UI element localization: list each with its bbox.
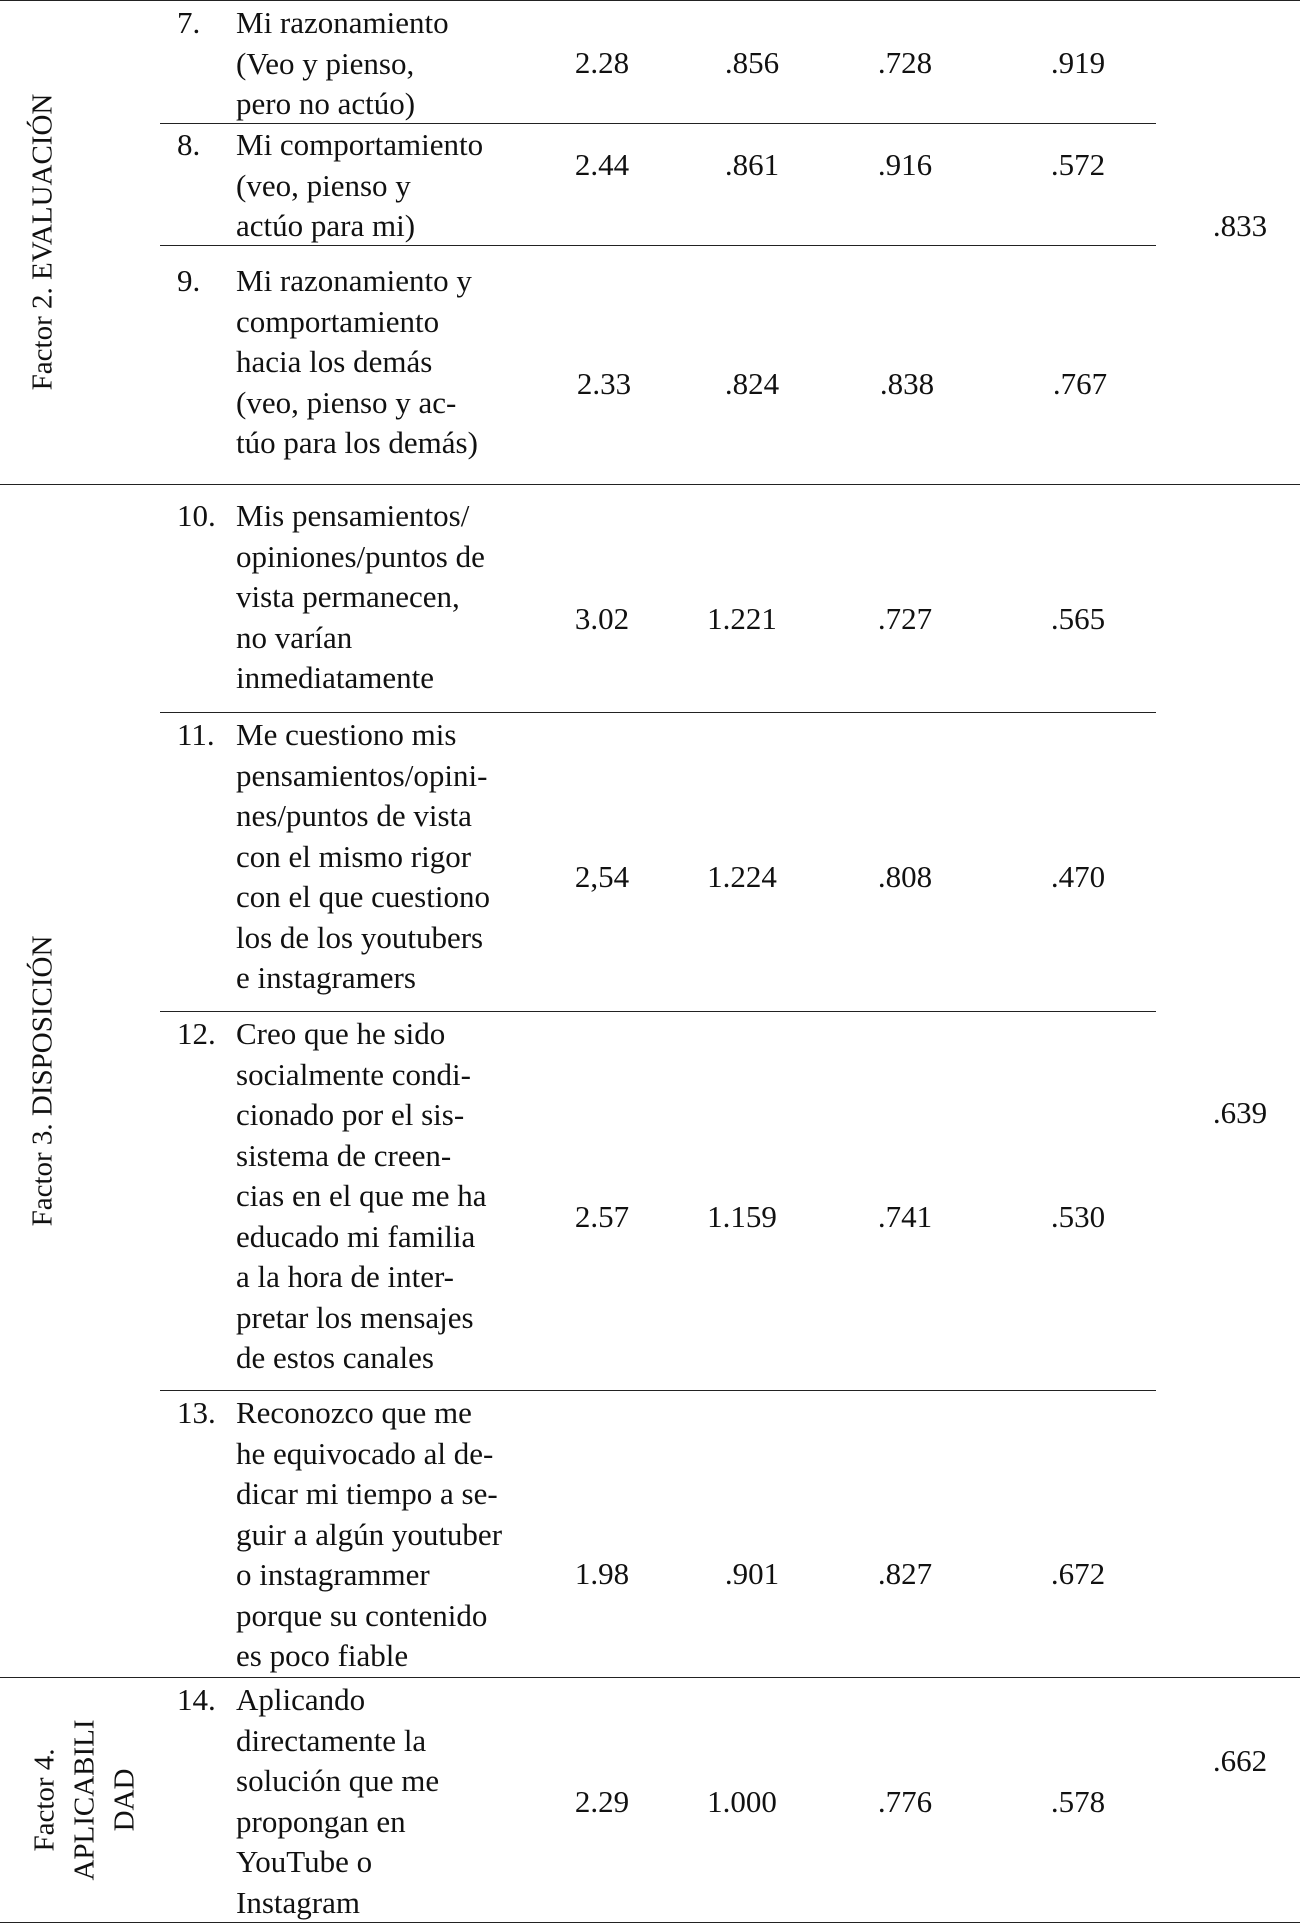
item-text-line: cionado por el sis- — [236, 1097, 465, 1132]
item-text-line: (veo, pienso y — [236, 167, 411, 203]
value-mean: 2.28 — [574, 45, 630, 80]
factor-2-label-text: Factor 2. EVALUACIÓN — [26, 93, 58, 391]
factor-4-label-line: Factor 4. — [29, 1747, 62, 1852]
factor-3-label — [22, 484, 62, 1677]
item-text — [236, 1393, 546, 1677]
item-text-line: guir a algún youtuber — [236, 1516, 503, 1552]
rule-item11-12 — [160, 1011, 1156, 1012]
item-text-line: Reconozco que me — [236, 1395, 472, 1430]
factor-4-label-line: APLICABILI — [69, 1718, 102, 1881]
rule-top — [0, 0, 1300, 1]
rule-bottom — [0, 1922, 1300, 1923]
value-sd: 1.221 — [707, 601, 777, 636]
item-text-line: dicar mi tiempo a se- — [236, 1476, 498, 1511]
value-communality: .919 — [1050, 45, 1106, 80]
value-sd: .861 — [724, 147, 780, 182]
item-text-line: Mi comportamiento — [236, 127, 484, 162]
item-text-line: educado mi familia — [236, 1218, 476, 1254]
item-text — [236, 496, 546, 699]
item-text — [236, 261, 546, 464]
value-communality: .565 — [1050, 601, 1106, 636]
value-communality: .572 — [1050, 147, 1106, 182]
value-mean: 2.33 — [576, 366, 632, 401]
value-loading: .776 — [877, 1784, 933, 1819]
factor-4-label-text — [25, 1719, 145, 1880]
value-mean: 2.44 — [574, 147, 630, 182]
rule-factor2-3 — [0, 484, 1300, 485]
item-text-line: Mi razonamiento — [236, 5, 449, 40]
value-loading: .827 — [877, 1556, 933, 1591]
item-text-line: (Veo y pienso, — [236, 45, 415, 81]
value-communality: .530 — [1050, 1199, 1106, 1234]
value-mean: 2,54 — [574, 859, 630, 894]
item-text-line: los de los youtubers — [236, 919, 484, 955]
item-text-line: Instagram — [236, 1884, 360, 1920]
item-text-line: nes/puntos de vista — [236, 798, 472, 833]
item-text-line: Creo que he sido — [236, 1016, 446, 1051]
item-text-line: pero no actúo) — [236, 86, 416, 121]
factor-4-label — [20, 1677, 150, 1922]
item-number: 13. — [177, 1395, 216, 1430]
item-text-line: con el que cuestiono — [236, 879, 490, 914]
factor-4-label-line: DAD — [109, 1768, 142, 1831]
item-text-line: sistema de creen- — [236, 1137, 452, 1173]
item-text-line: Me cuestiono mis — [236, 717, 457, 752]
item-text-line: o instagrammer — [236, 1557, 430, 1592]
item-text-line: inmediatamente — [236, 660, 434, 695]
rule-item10-11 — [160, 712, 1156, 713]
item-text-line: solución que me — [236, 1763, 440, 1798]
factor-2-alpha: .833 — [1212, 208, 1268, 243]
item-text-line: porque su contenido — [236, 1597, 488, 1633]
item-text-line: pretar los mensajes — [236, 1299, 474, 1335]
value-mean: 2.29 — [574, 1784, 630, 1819]
item-text-line: he equivocado al de- — [236, 1435, 494, 1471]
factor-4-alpha: .662 — [1212, 1743, 1268, 1778]
item-text-line: es poco fiable — [236, 1638, 409, 1673]
value-communality: .767 — [1052, 366, 1108, 401]
item-text — [236, 125, 546, 247]
item-text-line: comportamiento — [236, 303, 440, 339]
item-text — [236, 3, 546, 125]
item-text-line: e instagramers — [236, 960, 416, 995]
value-sd: 1.159 — [707, 1199, 777, 1234]
rule-factor3-4 — [0, 1677, 1300, 1678]
item-text-line: pensamientos/opini- — [236, 757, 488, 793]
value-sd: .856 — [724, 45, 780, 80]
item-text-line: socialmente condi- — [236, 1056, 471, 1092]
factor-2-label — [22, 0, 62, 484]
value-loading: .728 — [877, 45, 933, 80]
item-text-line: vista permanecen, — [236, 579, 460, 614]
item-text — [236, 715, 546, 999]
value-communality: .470 — [1050, 859, 1106, 894]
item-text — [236, 1680, 546, 1923]
item-text-line: directamente la — [236, 1722, 427, 1758]
value-loading: .727 — [877, 601, 933, 636]
value-communality: .672 — [1050, 1556, 1106, 1591]
item-number: 9. — [177, 263, 201, 298]
item-number: 11. — [177, 717, 215, 752]
value-sd: .901 — [724, 1556, 780, 1591]
item-number: 10. — [177, 498, 216, 533]
value-loading: .838 — [879, 366, 935, 401]
item-number: 7. — [177, 5, 201, 40]
item-number: 12. — [177, 1016, 216, 1051]
item-text-line: opiniones/puntos de — [236, 538, 485, 574]
item-text-line: propongan en — [236, 1803, 406, 1839]
item-text-line: cias en el que me ha — [236, 1178, 487, 1213]
item-text-line: YouTube o — [236, 1844, 373, 1879]
item-text-line: hacia los demás — [236, 344, 433, 379]
value-mean: 3.02 — [574, 601, 630, 636]
item-text — [236, 1014, 546, 1379]
factor-3-label-text: Factor 3. DISPOSICIÓN — [26, 935, 58, 1226]
value-mean: 2.57 — [574, 1199, 630, 1234]
value-loading: .916 — [877, 147, 933, 182]
value-sd: 1.000 — [707, 1784, 777, 1819]
item-text-line: a la hora de inter- — [236, 1259, 454, 1294]
item-text-line: túo para los demás) — [236, 425, 478, 460]
item-text-line: Mis pensamientos/ — [236, 498, 470, 533]
factor-3-alpha: .639 — [1212, 1095, 1268, 1130]
value-mean: 1.98 — [574, 1556, 630, 1591]
item-text-line: con el mismo rigor — [236, 838, 472, 874]
value-communality: .578 — [1050, 1784, 1106, 1819]
item-text-line: no varían — [236, 619, 353, 655]
item-number: 8. — [177, 127, 201, 162]
value-sd: .824 — [724, 366, 780, 401]
item-text-line: Aplicando — [236, 1682, 366, 1717]
value-loading: .741 — [877, 1199, 933, 1234]
item-text-line: Mi razonamiento y — [236, 263, 472, 298]
value-loading: .808 — [877, 859, 933, 894]
value-sd: 1.224 — [707, 859, 777, 894]
rule-item12-13 — [160, 1390, 1156, 1391]
item-text-line: actúo para mi) — [236, 208, 416, 243]
item-text-line: de estos canales — [236, 1340, 434, 1375]
item-text-line: (veo, pienso y ac- — [236, 384, 457, 420]
item-number: 14. — [177, 1682, 216, 1717]
